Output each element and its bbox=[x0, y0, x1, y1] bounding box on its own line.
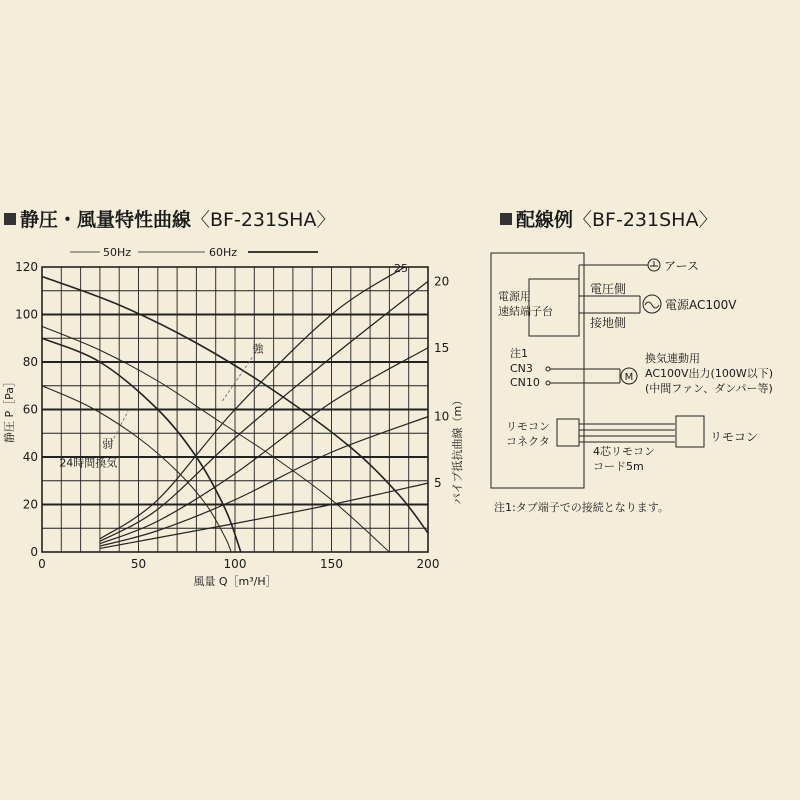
y-axis-label: 静圧 P［Pa］ bbox=[3, 375, 16, 444]
power-label: 電源AC100V bbox=[665, 298, 737, 312]
y-tick-label: 100 bbox=[15, 307, 38, 322]
y2-tick-label: 10 bbox=[434, 409, 450, 424]
y2-tick-label: 20 bbox=[434, 274, 450, 289]
voltage-side-label: 電圧側 bbox=[590, 282, 627, 296]
chart-heading-title: 静圧・風量特性曲線 bbox=[20, 209, 192, 231]
x-tick-label: 0 bbox=[38, 557, 46, 571]
remote-icon bbox=[676, 416, 704, 447]
ground-side-label: 接地側 bbox=[590, 316, 627, 330]
linked-output-label: 換気連動用 bbox=[645, 352, 700, 365]
chart-annotation: 25 bbox=[393, 261, 408, 275]
y-tick-label: 20 bbox=[22, 497, 38, 512]
y-tick-label: 80 bbox=[22, 355, 38, 369]
cn3-terminal-icon bbox=[546, 367, 550, 371]
x-tick-label: 100 bbox=[223, 557, 247, 571]
terminal-block-label: 電源用 bbox=[498, 290, 531, 303]
y-tick-label: 0 bbox=[30, 545, 38, 559]
chart-annotation: 強 bbox=[252, 342, 264, 356]
unit-outline bbox=[491, 253, 584, 488]
x-tick-label: 200 bbox=[416, 557, 440, 571]
y-tick-label: 40 bbox=[22, 450, 38, 464]
motor-symbol: M bbox=[624, 372, 634, 383]
earth-label: アース bbox=[664, 259, 700, 273]
footnote: 注1:タブ端子での接続となります。 bbox=[494, 501, 669, 514]
cn10-label: CN10 bbox=[510, 376, 540, 389]
terminal-block-label: 速結端子台 bbox=[498, 305, 553, 318]
chart-heading-model: 〈BF-231SHA〉 bbox=[191, 209, 336, 231]
linked-output-label: (中間ファン、ダンパー等) bbox=[645, 382, 773, 395]
wiring-heading-title: 配線例 bbox=[516, 209, 574, 231]
chart-annotation: 24時間換気 bbox=[59, 456, 118, 470]
remote-label: リモコン bbox=[710, 430, 759, 444]
y2-axis-label: パイプ抵抗曲線（m） bbox=[451, 394, 464, 505]
cable-label: コード5m bbox=[593, 460, 644, 473]
y2-tick-label: 15 bbox=[434, 340, 450, 355]
remote-connector-icon bbox=[557, 419, 579, 446]
chart-annotation: 弱 bbox=[102, 437, 114, 451]
y2-tick-label: 5 bbox=[434, 476, 442, 491]
x-tick-label: 50 bbox=[130, 557, 147, 571]
note-ref-label: 注1 bbox=[510, 347, 528, 360]
cn10-terminal-icon bbox=[546, 381, 550, 385]
y-tick-label: 60 bbox=[22, 402, 38, 417]
remote-connector-label: コネクタ bbox=[506, 435, 550, 448]
cable-label: 4芯リモコン bbox=[593, 445, 655, 458]
cn3-label: CN3 bbox=[510, 362, 533, 375]
y-tick-label: 120 bbox=[15, 260, 38, 274]
ac-source-icon bbox=[645, 302, 659, 308]
legend-label-60hz: 60Hz bbox=[209, 246, 238, 259]
legend-label-50hz: 50Hz bbox=[103, 246, 132, 259]
remote-connector-label: リモコン bbox=[506, 420, 550, 433]
wiring-heading-model: 〈BF-231SHA〉 bbox=[573, 209, 718, 231]
x-axis-label: 風量 Q［m³/H］ bbox=[193, 575, 277, 588]
x-tick-label: 150 bbox=[320, 557, 343, 571]
linked-output-label: AC100V出力(100W以下) bbox=[645, 367, 773, 380]
